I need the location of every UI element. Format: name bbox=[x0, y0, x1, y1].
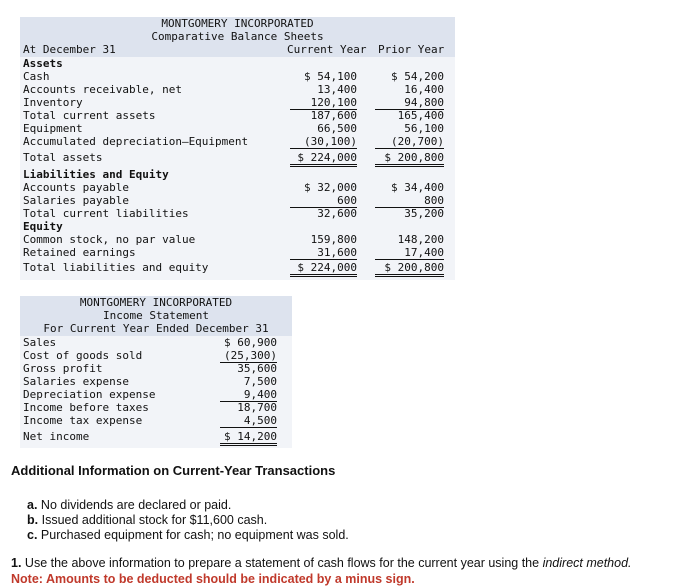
row-label: Inventory bbox=[23, 96, 83, 109]
row-label: Total assets bbox=[23, 151, 103, 164]
row-current: 120,100 bbox=[290, 96, 357, 110]
info-text: Issued additional stock for $11,600 cash. bbox=[41, 513, 268, 527]
row-prior: $ 34,400 bbox=[391, 181, 444, 194]
row-current: $ 224,000 bbox=[290, 151, 357, 167]
row-current: $ 224,000 bbox=[290, 261, 357, 277]
income-statement-body bbox=[20, 336, 292, 448]
info-item-a bbox=[27, 498, 231, 512]
column-current-year: Current Year bbox=[287, 43, 367, 56]
row-label: Retained earnings bbox=[23, 246, 136, 259]
info-text: Purchased equipment for cash; no equipment was sold. bbox=[40, 528, 349, 542]
row-current: 66,500 bbox=[317, 122, 357, 135]
row-prior: (20,700) bbox=[375, 135, 444, 149]
row-label: Total current assets bbox=[23, 109, 156, 122]
balance-sheet bbox=[20, 17, 455, 280]
row-current: (30,100) bbox=[290, 135, 357, 149]
row-label: Accounts receivable, net bbox=[23, 83, 182, 96]
row-prior: 165,400 bbox=[397, 109, 444, 122]
row-amount: 9,400 bbox=[220, 388, 277, 402]
question-number: 1. bbox=[11, 556, 22, 570]
row-label: Total current liabilities bbox=[23, 207, 189, 220]
info-item-b bbox=[27, 513, 267, 527]
row-prior: 94,800 bbox=[375, 96, 444, 110]
income-statement-period: For Current Year Ended December 31 bbox=[43, 322, 269, 335]
question-emphasis: indirect method. bbox=[542, 556, 632, 570]
info-text: No dividends are declared or paid. bbox=[40, 498, 232, 512]
balance-sheet-title: Comparative Balance Sheets bbox=[151, 30, 324, 43]
additional-info-heading: Additional Information on Current-Year Transactions bbox=[11, 463, 336, 478]
row-amount: 4,500 bbox=[220, 414, 277, 428]
row-amount: 18,700 bbox=[237, 401, 277, 414]
row-current: $ 32,000 bbox=[304, 181, 357, 194]
row-label: Salaries payable bbox=[23, 194, 129, 207]
row-current: 187,600 bbox=[310, 109, 357, 122]
row-label: Gross profit bbox=[23, 362, 103, 375]
balance-sheet-body bbox=[20, 57, 455, 280]
info-marker: c. bbox=[27, 528, 38, 542]
row-prior: 16,400 bbox=[404, 83, 444, 96]
row-amount: (25,300) bbox=[220, 349, 277, 363]
question-1 bbox=[11, 556, 632, 570]
info-marker: b. bbox=[27, 513, 39, 527]
balance-sheet-date-label: At December 31 bbox=[23, 43, 116, 56]
column-prior-year: Prior Year bbox=[378, 43, 445, 56]
row-label: Sales bbox=[23, 336, 57, 349]
assets-heading: Assets bbox=[23, 57, 63, 70]
row-current: $ 54,100 bbox=[304, 70, 357, 83]
row-label: Salaries expense bbox=[23, 375, 129, 388]
row-label: Accounts payable bbox=[23, 181, 129, 194]
income-statement bbox=[20, 296, 292, 448]
row-prior: 800 bbox=[375, 194, 444, 208]
row-label: Common stock, no par value bbox=[23, 233, 196, 246]
row-label: Total liabilities and equity bbox=[23, 261, 209, 274]
balance-sheet-company: MONTGOMERY INCORPORATED bbox=[161, 17, 314, 30]
row-label: Income tax expense bbox=[23, 414, 143, 427]
income-statement-company: MONTGOMERY INCORPORATED bbox=[79, 296, 233, 309]
row-current: 13,400 bbox=[317, 83, 357, 96]
row-prior: $ 54,200 bbox=[391, 70, 444, 83]
equity-heading: Equity bbox=[23, 220, 63, 233]
row-amount: $ 14,200 bbox=[220, 430, 277, 446]
row-prior: 56,100 bbox=[404, 122, 444, 135]
row-prior: 148,200 bbox=[397, 233, 444, 246]
row-amount: 35,600 bbox=[237, 362, 277, 375]
info-marker: a. bbox=[27, 498, 38, 512]
income-statement-header bbox=[20, 296, 292, 336]
row-prior: 17,400 bbox=[375, 246, 444, 260]
row-current: 600 bbox=[290, 194, 357, 208]
row-label: Accumulated depreciation–Equipment bbox=[23, 135, 249, 148]
row-label: Cost of goods sold bbox=[23, 349, 143, 362]
row-current: 32,600 bbox=[317, 207, 357, 220]
row-label: Equipment bbox=[23, 122, 83, 135]
row-label: Net income bbox=[23, 430, 90, 443]
info-item-c bbox=[27, 528, 349, 542]
row-prior: 35,200 bbox=[404, 207, 444, 220]
row-amount: $ 60,900 bbox=[224, 336, 277, 349]
row-label: Cash bbox=[23, 70, 50, 83]
row-amount: 7,500 bbox=[243, 375, 277, 388]
row-prior: $ 200,800 bbox=[375, 261, 444, 277]
liabilities-heading: Liabilities and Equity bbox=[23, 168, 169, 181]
income-statement-title: Income Statement bbox=[103, 309, 209, 322]
row-prior: $ 200,800 bbox=[375, 151, 444, 167]
question-text: Use the above information to prepare a statement of cash flows for the current year using the bbox=[24, 556, 540, 570]
row-label: Income before taxes bbox=[23, 401, 149, 414]
note-text: Note: Amounts to be deducted should be indicated by a minus sign. bbox=[11, 572, 415, 586]
row-current: 31,600 bbox=[290, 246, 357, 260]
row-current: 159,800 bbox=[310, 233, 357, 246]
balance-sheet-header bbox=[20, 17, 455, 57]
row-label: Depreciation expense bbox=[23, 388, 156, 401]
